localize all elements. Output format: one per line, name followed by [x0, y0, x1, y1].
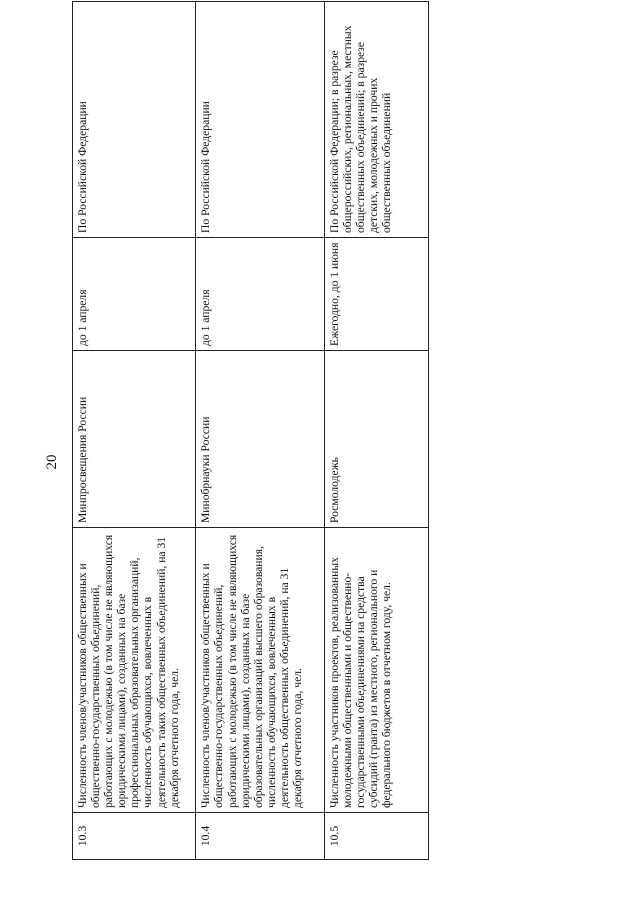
indicator-cell: Численность членов/участников общественных и общественно-государственных объединений, работающих с молодежью (в том числе не являющихся юридическими лицами), созданных на базе профессиональных образовательных организаций, численность обучающихся, вовлеченных в деятельность таких общественных объединений, на 31 декабря отчетного года, чел.	[73, 528, 196, 813]
deadline-cell: Ежегодно, до 1 июня	[324, 238, 428, 351]
indicator-cell: Численность членов/участников общественных и общественно-государственных объединений, работающих с молодежью (в том числе не являющихся юридическими лицами), созданных на базе образовательных организаций высшего образования, численность обучающихся, вовлеченных в деятельность общественных объединений, на 31 декабря отчетного года, чел.	[196, 528, 324, 813]
indicators-table	[72, 1, 429, 860]
responsible-cell: Росмолодежь	[324, 351, 428, 528]
level-cell: По Российской Федерации; в разрезе общероссийских, региональных, местных общественных объединений; в разрезе детских, молодежных и прочих общественных объединений	[324, 2, 428, 238]
row-number: 10.3	[73, 813, 196, 860]
table-row	[73, 2, 196, 860]
responsible-cell: Минпросвещения России	[73, 351, 196, 528]
level-cell: По Российской Федерации	[196, 2, 324, 238]
row-number: 10.4	[196, 813, 324, 860]
page-number: 20	[44, 454, 60, 470]
deadline-cell: до 1 апреля	[73, 238, 196, 351]
indicator-cell: Численность участников проектов, реализованных молодежными общественными и общественно-государственными объединениями на средства субсидий (гранта) из местного, регионального и федерального бюджетов в отчетном году, чел.	[324, 528, 428, 813]
table-row	[324, 2, 428, 860]
responsible-cell: Минобрнауки России	[196, 351, 324, 528]
table-row	[196, 2, 324, 860]
level-cell: По Российской Федерации	[73, 2, 196, 238]
deadline-cell: до 1 апреля	[196, 238, 324, 351]
document-table-wrapper	[72, 25, 429, 860]
row-number: 10.5	[324, 813, 428, 860]
